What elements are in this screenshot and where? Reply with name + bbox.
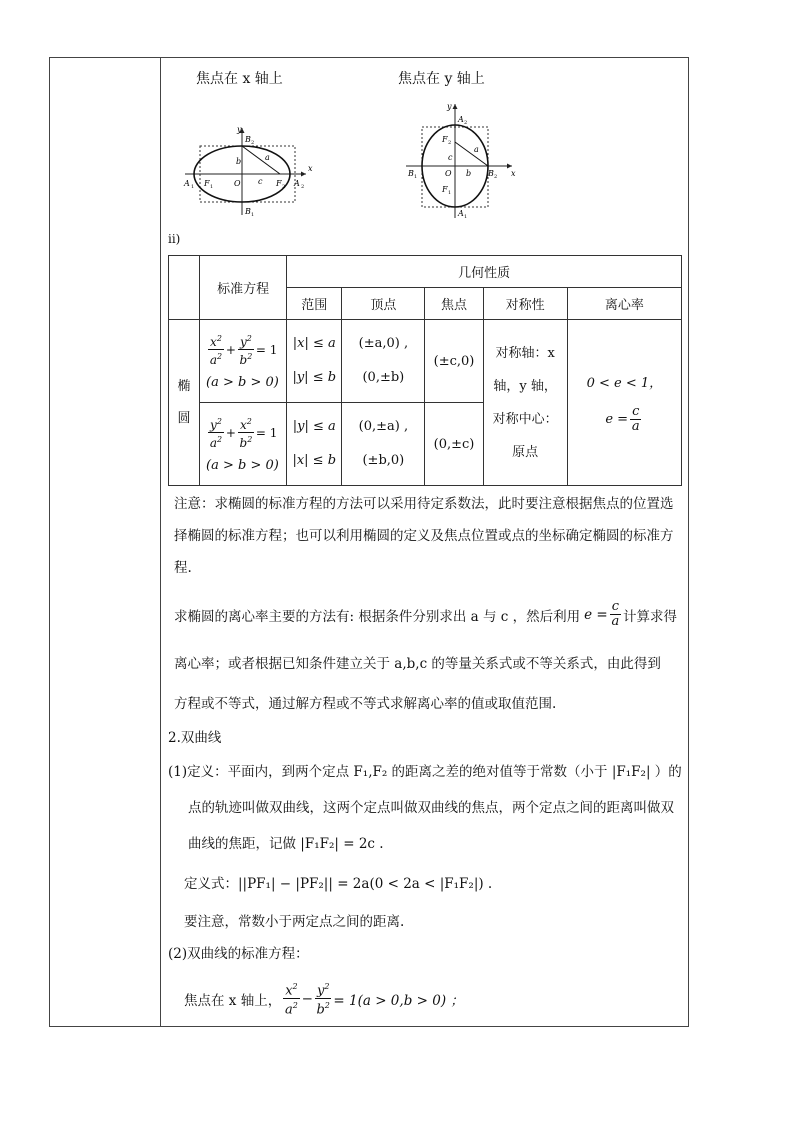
header-geo: 几何性质 — [287, 256, 682, 288]
label-f1-2: F — [442, 185, 448, 194]
row2-vertex-1: (0,±a) , — [358, 419, 409, 434]
row2-vertex — [342, 403, 425, 486]
ellipse-properties-table — [168, 255, 682, 486]
row1-range — [287, 320, 342, 403]
standard-equation-title: (2)双曲线的标准方程： — [168, 946, 309, 962]
sub-b2: 2 — [251, 140, 255, 146]
label-o-2: O — [445, 169, 452, 178]
label-b-2: b — [466, 169, 472, 178]
header-symmetry: 对称性 — [483, 288, 567, 320]
header-range: 范围 — [287, 288, 342, 320]
row2-vertex-2: (±b,0) — [362, 453, 405, 468]
label-x: x — [308, 164, 313, 173]
label-a2-2: A — [458, 115, 464, 124]
row2-focus: (0,±c) — [425, 403, 483, 486]
ecc-e: e = — [605, 411, 629, 427]
label-x-2: x — [511, 169, 516, 178]
label-b: b — [236, 157, 242, 166]
row2-equation: $\frac{y^2}{a^2}$ + $\frac{x^2}{b^2}$ = 1 (a > b > 0) — [200, 403, 287, 486]
ecc-text-formula: e = — [584, 606, 608, 623]
row-label-char-2: 圆 — [177, 410, 191, 426]
label-a-2: a — [474, 145, 479, 154]
ellipse-x-figure — [180, 120, 315, 220]
row2-range-2: |x| ≤ b — [292, 453, 337, 468]
label-a1-2: A — [458, 209, 464, 218]
sub-a1-2: 1 — [464, 214, 468, 220]
ecc-text-a: 求椭圆的离心率主要的方法有: 根据条件分别求出 a 与 c ，然后利用 — [174, 608, 581, 625]
label-o: O — [234, 179, 241, 188]
caption-x-axis: 焦点在 x 轴上 — [196, 71, 283, 87]
label-f2: F — [276, 179, 282, 188]
label-b1: B — [245, 207, 251, 216]
symmetry-line-1: 对称轴：x — [495, 345, 555, 361]
definition-note: 要注意，常数小于两定点之间的距离. — [184, 914, 405, 930]
sub-b2-2: 2 — [494, 174, 498, 180]
section-hyperbola-title: 2.双曲线 — [168, 730, 222, 746]
label-b2: B — [245, 135, 251, 144]
sub-f1: 1 — [210, 184, 214, 190]
header-focus: 焦点 — [425, 288, 483, 320]
definition-line-3: 曲线的焦距，记做 |F₁F₂| = 2c . — [188, 836, 384, 852]
definition-line-2: 点的轨迹叫做双曲线，这两个定点叫做双曲线的焦点，两个定点之间的距离叫做双 — [188, 800, 674, 816]
ecc-text-num: c — [611, 599, 619, 614]
row2-range — [287, 403, 342, 486]
ecc-text-b: 计算求得 — [623, 608, 677, 625]
row-label-ellipse — [169, 320, 200, 486]
ecc-cell — [567, 320, 681, 486]
symmetry-line-3: 对称中心： — [492, 411, 558, 427]
label-b2-2: B — [488, 169, 494, 178]
ii-label: ii) — [168, 232, 181, 246]
row1-vertex-2: (0,±b) — [362, 370, 405, 385]
row1-range-2: |y| ≤ b — [292, 370, 337, 385]
ecc-paragraph-line-3: 方程或不等式，通过解方程或不等式求解离心率的值或取值范围. — [174, 696, 557, 712]
label-y-2: y — [447, 102, 452, 111]
sub-f2: 2 — [282, 184, 286, 190]
sub-f1-2: 1 — [448, 190, 452, 196]
note-paragraph: 注意：求椭圆的标准方程的方法可以采用待定系数法，此时要注意根据焦点的位置选择椭圆的标准方程；也可以利用椭圆的定义及焦点位置或点的坐标确定椭圆的标准方程. — [174, 496, 674, 576]
row1-vertex-1: (±a,0) , — [358, 336, 409, 351]
sub-a2: 2 — [301, 184, 305, 190]
ecc-range: 0 < e < 1， — [586, 375, 663, 391]
row1-vertex — [342, 320, 425, 403]
row2-condition: (a > b > 0) — [206, 458, 279, 473]
sub-f2-2: 2 — [448, 140, 452, 146]
ecc-num: c — [632, 403, 640, 419]
frame-divider — [160, 57, 161, 1027]
label-f1: F — [204, 179, 210, 188]
ecc-text-den: a — [611, 614, 620, 629]
symmetry-line-4: 原点 — [512, 444, 539, 460]
row2-range-1: |y| ≤ a — [292, 419, 336, 434]
label-y: y — [237, 125, 242, 134]
header-vertex: 顶点 — [342, 288, 425, 320]
definition-line-1: (1)定义：平面内，到两个定点 F₁,F₂ 的距离之差的绝对值等于常数（小于 |F₁F₂| ）的 — [168, 764, 682, 780]
ellipse-y-figure — [402, 100, 522, 220]
std-x-cond: = 1(a > 0,b > 0) ； — [333, 992, 464, 1009]
ecc-den: a — [631, 418, 640, 434]
ecc-paragraph-line-1 — [174, 600, 677, 629]
standard-equation-x: 焦点在 x 轴上， $\frac{x^2}{a^2}$ − $\frac{y^2}{b^2}$ = 1(a > 0,b > 0) ； — [184, 982, 464, 1018]
table-corner — [169, 256, 200, 320]
sub-a1: 1 — [191, 184, 195, 190]
definition-formula: 定义式：||PF₁| − |PF₂|| = 2a(0 < 2a < |F₁F₂|) . — [184, 876, 493, 892]
row1-equation: $\frac{x^2}{a^2}$ + $\frac{y^2}{b^2}$ = 1 (a > b > 0) — [200, 320, 287, 403]
row-label-char-1: 椭 — [177, 378, 191, 394]
label-a1: A — [184, 179, 190, 188]
label-a: a — [265, 153, 270, 162]
label-b1-2: B — [408, 169, 414, 178]
header-ecc: 离心率 — [567, 288, 681, 320]
symmetry-cell — [483, 320, 567, 486]
label-f2-2: F — [442, 135, 448, 144]
label-c-2: c — [448, 153, 453, 162]
std-x-prefix: 焦点在 x 轴上， — [184, 992, 282, 1009]
sub-a2-2: 2 — [464, 120, 468, 126]
sub-b1: 1 — [251, 212, 255, 218]
header-standard: 标准方程 — [200, 256, 287, 320]
sub-b1-2: 1 — [414, 174, 418, 180]
label-a2: A — [294, 179, 300, 188]
row1-condition: (a > b > 0) — [206, 375, 279, 390]
row1-range-1: |x| ≤ a — [292, 336, 336, 351]
row1-focus: (±c,0) — [425, 320, 483, 403]
label-c: c — [258, 177, 263, 186]
ecc-paragraph-line-2: 离心率；或者根据已知条件建立关于 a,b,c 的等量关系式或不等关系式，由此得到 — [174, 656, 661, 672]
caption-y-axis: 焦点在 y 轴上 — [398, 71, 485, 87]
symmetry-line-2: 轴，y 轴， — [493, 378, 557, 394]
